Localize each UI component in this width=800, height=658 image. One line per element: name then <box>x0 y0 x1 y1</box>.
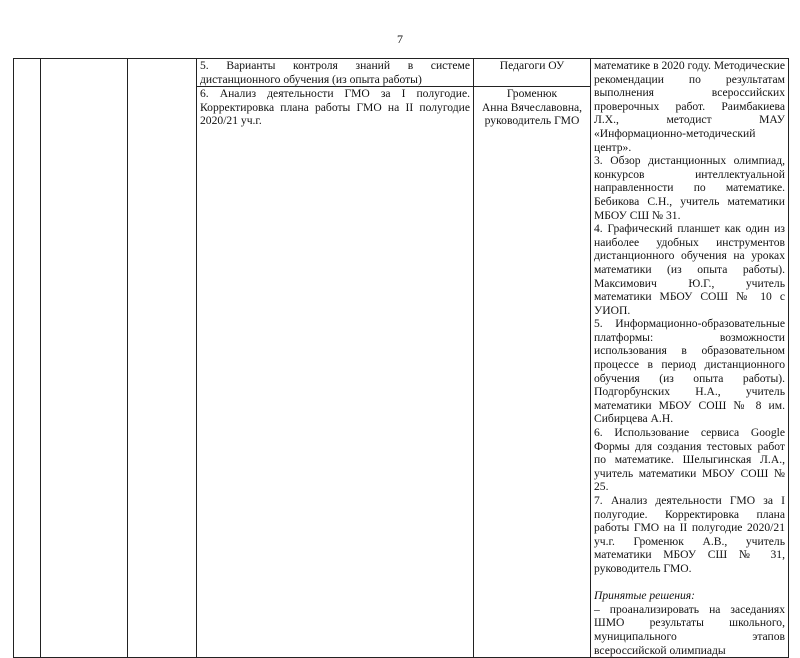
cell-number <box>14 59 41 658</box>
results-paragraph: 7. Анализ деятельности ГМО за I полугодие. Корректировка плана работы ГМО на II полугодие 2020/21 уч.г. Громенюк А.В., учитель математики МБОУ СШ № 31, руководитель ГМО. <box>594 494 785 575</box>
results-paragraph: 4. Графический планшет как один из наиболее удобных инструментов дистанционного обучения на уроках математики (из опыта работы). Максимович Ю.Г., учитель математики МБОУ СОШ № 10 с УИОП. <box>594 222 785 317</box>
topic-cell: 5. Варианты контроля знаний в системе дистанционного обучения (из опыта работы) <box>197 59 474 87</box>
plan-table <box>13 58 789 658</box>
cell-date <box>41 59 128 658</box>
results-paragraph: 3. Обзор дистанционных олимпиад, конкурсов интеллектуальной направленности по математике. Бебикова С.Н., учитель математики МБОУ СШ № 31. <box>594 154 785 222</box>
results-cell <box>591 59 789 658</box>
table-row <box>14 59 789 87</box>
responsible-name: Громенюк <box>506 87 558 101</box>
results-paragraph: 6. Использование сервиса Google Формы для создания тестовых работ по математике. Шелыгинская Л.А., учитель математики МБОУ СОШ № 25. <box>594 426 785 494</box>
responsible-role: руководитель ГМО <box>484 114 580 128</box>
responsible-patronymic: Анна Вячеславовна, <box>481 100 583 114</box>
responsible-cell <box>474 87 591 658</box>
results-paragraph: 5. Информационно-образовательные платформы: возможности использования в образовательном процессе в период дистанционного обучения (из опыта работы). Подгорбунских Н.А., учитель математики МБОУ СОШ № 8 им. Сибирцева А.Н. <box>594 317 785 426</box>
cell-form <box>128 59 197 658</box>
responsible-cell: Педагоги ОУ <box>474 59 591 87</box>
decisions-heading: Принятые решения: <box>594 589 696 603</box>
page-number: 7 <box>397 32 403 46</box>
results-paragraph: математике в 2020 году. Методические рекомендации по результатам выполнения всероссийских проверочных работ. Раимбакиева Л.Х., методист МАУ «Информационно-методический центр». <box>594 59 785 154</box>
topic-cell: 6. Анализ деятельности ГМО за I полугодие. Корректировка плана работы ГМО на II полугодие 2020/21 уч.г. <box>197 87 474 658</box>
decision-text: – проанализировать на заседаниях ШМО результаты школьного, муниципального этапов всероссийской олимпиады <box>594 602 785 657</box>
